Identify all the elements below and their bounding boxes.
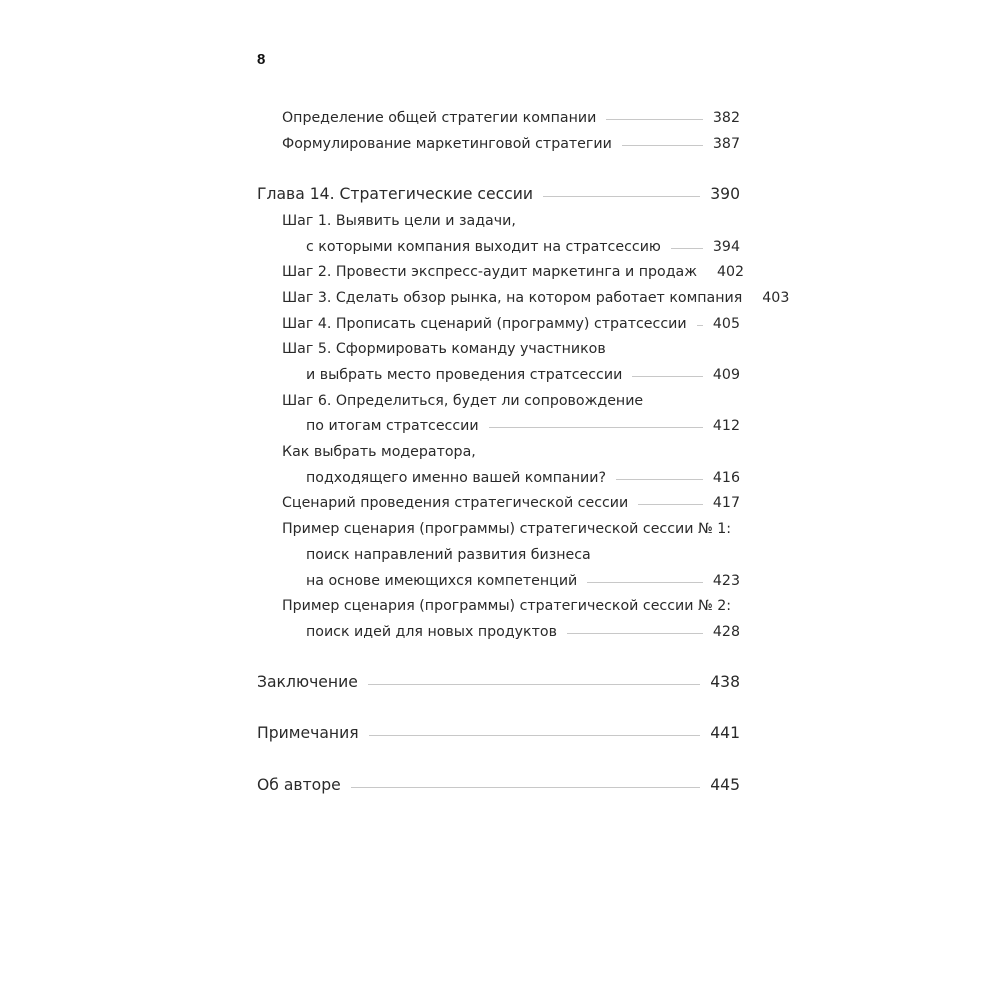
toc-entry	[282, 254, 745, 280]
toc-entry	[282, 203, 740, 229]
toc-entry-page: 438	[710, 673, 740, 691]
toc-entry	[257, 716, 740, 742]
toc-entry-title: Об авторе	[257, 776, 341, 794]
toc-leader-line	[697, 325, 703, 326]
toc-entry	[282, 511, 740, 537]
toc-leader-line	[567, 633, 703, 634]
toc-entry-title: поиск направлений развития бизнеса	[306, 547, 591, 563]
toc-leader-line	[638, 504, 703, 505]
toc-entry-title: Пример сценария (программы) стратегической сессии № 1:	[282, 521, 732, 537]
toc-entry	[282, 306, 740, 332]
toc-entry	[282, 126, 740, 152]
toc-leader-line	[489, 427, 703, 428]
toc-leader-line	[606, 119, 703, 120]
toc-entry-page: 405	[712, 316, 740, 332]
toc-entry-page: 441	[710, 724, 740, 742]
toc-entry	[282, 383, 740, 409]
toc-entry-title: и выбрать место проведения стратсессии	[306, 367, 623, 383]
toc-entry-title: с которыми компания выходит на стратсессию	[306, 239, 661, 255]
toc-entry-page: 402	[717, 264, 745, 280]
toc-entry-title: Заключение	[257, 673, 358, 691]
toc-entry-title: Шаг 2. Провести экспресс-аудит маркетинга и продаж	[282, 264, 697, 280]
toc-entry-title: подходящего именно вашей компании?	[306, 470, 606, 486]
toc-entry-title: Примечания	[257, 724, 359, 742]
toc-entry-title: Шаг 5. Сформировать команду участников	[282, 341, 606, 357]
toc-entry-page: 428	[712, 624, 740, 640]
toc-entry-page: 409	[712, 367, 740, 383]
toc-entry	[257, 768, 740, 794]
toc-entry	[282, 100, 740, 126]
toc-entry-title: Сценарий проведения стратегической сессии	[282, 495, 629, 511]
toc-entry-title: Шаг 6. Определиться, будет ли сопровождение	[282, 393, 644, 409]
toc-entry-page: 382	[712, 110, 740, 126]
toc-entry	[306, 408, 740, 434]
toc-entry	[257, 665, 740, 691]
toc-leader-line	[587, 582, 703, 583]
toc-entry-title: Формулирование маркетинговой стратегии	[282, 136, 612, 152]
toc-entry	[282, 434, 740, 460]
toc-entry	[306, 357, 740, 383]
toc-entry-page: 416	[712, 470, 740, 486]
toc-entry	[282, 280, 790, 306]
toc-entry-title: по итогам стратсессии	[306, 418, 479, 434]
toc-entry-page: 390	[710, 185, 740, 203]
toc-leader-line	[622, 145, 703, 146]
toc-leader-line	[368, 684, 700, 685]
toc-entry-page: 423	[712, 573, 740, 589]
toc-entry-page: 387	[712, 136, 740, 152]
toc-leader-line	[369, 735, 701, 736]
toc-entry	[306, 614, 740, 640]
toc-entry-title: Глава 14. Стратегические сессии	[257, 185, 533, 203]
toc-entry-page: 417	[712, 495, 740, 511]
toc-entry-page: 445	[710, 776, 740, 794]
toc-entry-title: Шаг 3. Сделать обзор рынка, на котором работает компания	[282, 290, 743, 306]
toc-entry-page: 394	[712, 239, 740, 255]
toc-leader-line	[632, 376, 703, 377]
toc-leader-line	[616, 479, 703, 480]
page-number: 8	[257, 51, 266, 68]
toc-entry	[282, 485, 740, 511]
toc-entry-page: 403	[762, 290, 790, 306]
toc-leader-line	[351, 787, 701, 788]
toc-entry	[306, 229, 740, 255]
toc-entry-title: Определение общей стратегии компании	[282, 110, 597, 126]
toc-entry	[306, 563, 740, 589]
toc-entry-title: Пример сценария (программы) стратегической сессии № 2:	[282, 598, 732, 614]
toc-entry-title: Как выбрать модератора,	[282, 444, 476, 460]
toc-entry-page: 412	[712, 418, 740, 434]
toc-leader-line	[671, 248, 703, 249]
toc-entry	[282, 331, 740, 357]
toc-entry	[306, 537, 740, 563]
toc-leader-line	[543, 196, 700, 197]
toc-entry-title: на основе имеющихся компетенций	[306, 573, 578, 589]
toc-entry	[257, 177, 740, 203]
toc-entry-title: Шаг 1. Выявить цели и задачи,	[282, 213, 516, 229]
toc-entry	[282, 588, 740, 614]
toc-entry-title: Шаг 4. Прописать сценарий (программу) стратсессии	[282, 316, 687, 332]
toc-entry-title: поиск идей для новых продуктов	[306, 624, 557, 640]
toc-entry	[306, 460, 740, 486]
